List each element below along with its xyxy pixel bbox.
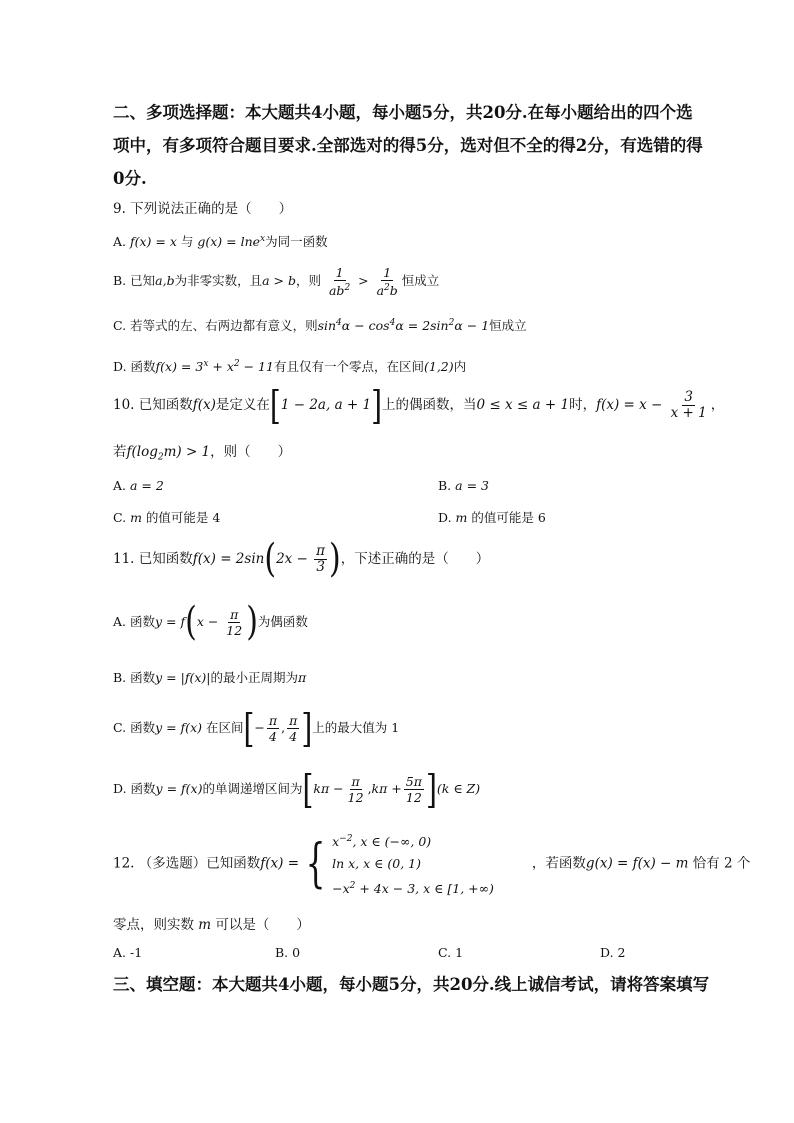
q10-option-d: D. m 的值可能是 6 <box>438 510 546 525</box>
section-2-header: 二、多项选择题：本大题共4小题，每小题5分，共20分.在每小题给出的四个选项中，有多项符合题目要求.全部选对的得5分，选对但不全的得2分，有选错的得0分. <box>113 103 703 188</box>
q12-option-d: D. 2 <box>600 945 626 960</box>
q12-option-a: A. -1 <box>113 945 143 960</box>
q11-option-d: D. 函数y = f(x)的单调递增区间为[kπ − $\frac{\pi}{12}$ ,kπ + $\frac{5\pi}{12}$ ](k ∈ Z) <box>113 766 481 813</box>
q12-option-c: C. 1 <box>438 945 464 960</box>
q9-option-a: A. f(x) = x 与 g(x) = lne$^x$为同一函数 <box>113 233 328 249</box>
q9-option-b: B. 已知a,b为非零实数，且a > b，则 $\frac{1}{ab^2}$ > $\frac{1}{a^2b}$ 恒成立 <box>113 265 440 299</box>
q10-option-b: B. a = 3 <box>438 478 489 493</box>
q11-option-c: C. 函数y = f(x) 在区间[− $\frac{\pi}{4}$ , $\frac{\pi}{4}$ ]上的最大值为 1 <box>113 705 400 752</box>
q12-option-b: B. 0 <box>275 945 301 960</box>
q11-option-a: A. 函数y = f(x − $\frac{\pi}{12}$ )为偶函数 <box>113 599 308 645</box>
question-9-stem: 9. 下列说法正确的是（ ） <box>113 201 293 217</box>
question-10-line-2: 若$f(\log_2m) > 1$，则（ ） <box>113 444 292 463</box>
question-12-line-2: 零点，则实数 m 可以是（ ） <box>113 917 310 933</box>
q11-option-b: B. 函数y = |f(x)|的最小正周期为π <box>113 670 307 685</box>
q9-option-c: C. 若等式的左、右两边都有意义，则$\sin^4\alpha - \cos^4\alpha = 2\sin^2\alpha - 1$恒成立 <box>113 317 527 333</box>
section-3-header: 三、填空题：本大题共4小题，每小题5分，共20分.线上诚信考试，请将答案填写 <box>113 975 710 994</box>
q9-option-d: D. 函数$f(x) = 3^x + x^2 - 11$有且仅有一个零点，在区间(1,2)内 <box>113 358 467 374</box>
question-12-stem: 12. （多选题）已知函数f(x) = { $x^{-2}$, x ∈ (−∞, 0) ln x, x ∈ (0, 1) $-x^2 + 4x - 3$, x ∈ [1, +∞) ，若函数g(x) = f(x) − m 恰有 2 个 <box>113 834 751 897</box>
q10-option-c: C. m 的值可能是 4 <box>113 510 221 525</box>
q10-option-a: A. a = 2 <box>113 478 164 493</box>
question-10-line-1: 10. 已知函数f(x)是定义在[1 − 2a, a + 1]上的偶函数，当0 ≤ x ≤ a + 1时，f(x) = x − $\frac{3}{x + 1}$ ， <box>113 382 725 429</box>
question-11-stem: 11. 已知函数f(x) = 2sin(2x − $\frac{\pi}{3}$ )，下述正确的是（ ） <box>113 536 490 582</box>
